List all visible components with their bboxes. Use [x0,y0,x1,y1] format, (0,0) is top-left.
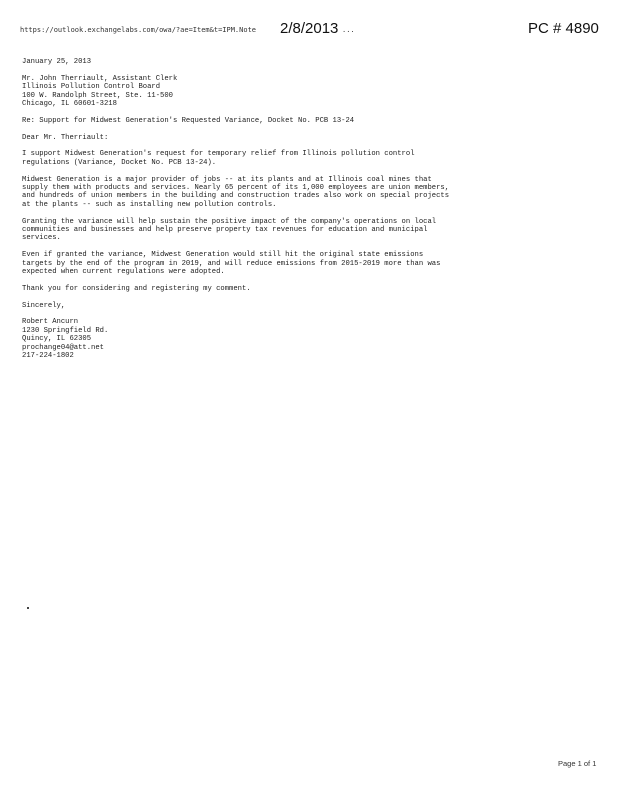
print-header [0,0,618,40]
signature-name: Robert Ancurn [22,318,79,327]
recipient-line: Mr. John Therriault, Assistant Clerk [22,74,178,83]
paragraph-line: I support Midwest Generation's request for temporary relief from Illinois pollution control [22,150,415,159]
paragraph-line: at the plants -- such as installing new pollution controls. [22,200,277,209]
public-comment-number: PC # 4890 [528,20,599,37]
recipient-block [22,75,582,109]
recipient-line: Chicago, IL 60601-3218 [22,100,117,109]
signature-phone: 217-224-1802 [22,352,74,361]
letter-date: January 25, 2013 [22,58,92,66]
paragraph-line: Granting the variance will help sustain the positive impact of the company's operations on local [22,217,437,226]
header-url: https://outlook.exchangelabs.com/owa/?ae=Item&t=IPM.Note [20,26,257,34]
paragraph-line: services. [22,234,61,243]
paragraph-line: and hundreds of union members in the building and construction trades also work on special projects [22,192,450,201]
paragraph-line: regulations (Variance, Docket No. PCB 13-24). [22,158,217,167]
paragraph-line: targets by the end of the program in 2019, and will reduce emissions from 2015-2019 more than was [22,259,441,268]
signature-city: Quincy, IL 62305 [22,335,92,344]
recipient-line: 100 W. Randolph Street, Ste. 11-500 [22,91,173,100]
signature-email: prochange04@att.net [22,343,104,352]
paragraph-line: Thank you for considering and registering my comment. [22,284,251,293]
letter-body [22,58,582,360]
page-number: Page 1 of 1 [558,759,597,768]
paragraph [22,285,582,293]
recipient-line: Illinois Pollution Control Board [22,83,161,92]
header-date: 2/8/2013 [280,20,339,37]
paragraph-line: Even if granted the variance, Midwest Generation would still hit the original state emissions [22,251,424,260]
paragraph [22,251,582,276]
closing: Sincerely, [22,301,66,310]
signature-address: 1230 Springfield Rd. [22,326,109,335]
header-source: ... [342,26,355,34]
paragraph-line: communities and businesses and help preserve property tax revenues for education and municipal [22,226,428,235]
salutation: Dear Mr. Therriault: [22,133,109,142]
paragraph [22,150,582,167]
paragraph-line: Midwest Generation is a major provider of jobs -- at its plants and at Illinois coal mines that [22,175,432,184]
signature-block [22,318,582,360]
paragraph-line: supply them with products and services. Nearly 65 percent of its 1,000 employees are union members, [22,184,450,193]
paragraph [22,176,582,210]
paragraph [22,218,582,243]
paragraph-line: expected when current regulations were adopted. [22,268,225,277]
scan-speck [27,607,29,609]
subject-line: Re: Support for Midwest Generation's Requested Variance, Docket No. PCB 13-24 [22,116,355,125]
